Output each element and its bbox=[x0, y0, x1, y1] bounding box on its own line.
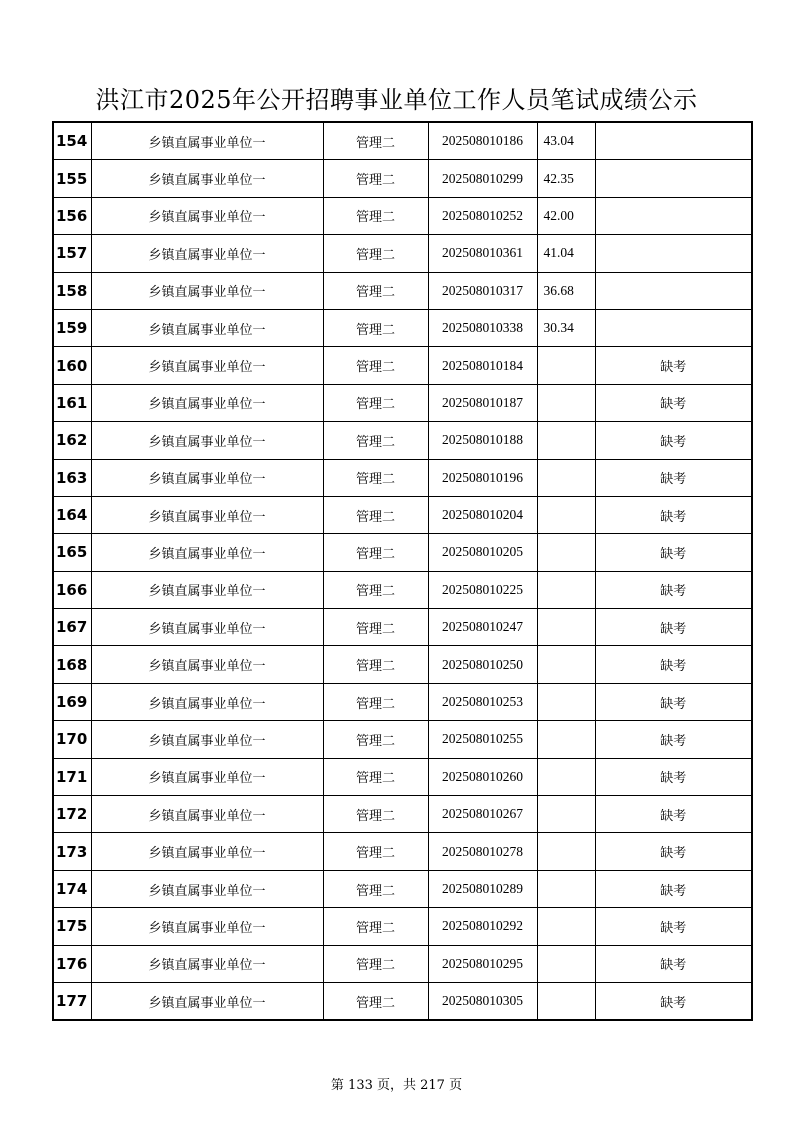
row-number-cell: 174 bbox=[53, 870, 91, 907]
exam-id-cell: 202508010188 bbox=[428, 422, 537, 459]
table-row bbox=[53, 422, 752, 459]
score-cell bbox=[537, 571, 595, 608]
position-cell: 管理二 bbox=[323, 721, 428, 758]
note-cell bbox=[595, 160, 752, 197]
position-cell: 管理二 bbox=[323, 833, 428, 870]
unit-cell: 乡镇直属事业单位一 bbox=[91, 646, 323, 683]
unit-cell: 乡镇直属事业单位一 bbox=[91, 496, 323, 533]
note-cell: 缺考 bbox=[595, 945, 752, 982]
score-cell bbox=[537, 534, 595, 571]
note-cell bbox=[595, 272, 752, 309]
table-row bbox=[53, 646, 752, 683]
row-number-cell: 172 bbox=[53, 796, 91, 833]
table-row bbox=[53, 571, 752, 608]
note-cell: 缺考 bbox=[595, 534, 752, 571]
exam-id-cell: 202508010361 bbox=[428, 235, 537, 272]
position-cell: 管理二 bbox=[323, 982, 428, 1020]
unit-cell: 乡镇直属事业单位一 bbox=[91, 197, 323, 234]
table-row bbox=[53, 496, 752, 533]
unit-cell: 乡镇直属事业单位一 bbox=[91, 571, 323, 608]
row-number-cell: 164 bbox=[53, 496, 91, 533]
unit-cell: 乡镇直属事业单位一 bbox=[91, 422, 323, 459]
note-cell bbox=[595, 309, 752, 346]
score-cell: 43.04 bbox=[537, 122, 595, 160]
position-cell: 管理二 bbox=[323, 459, 428, 496]
unit-cell: 乡镇直属事业单位一 bbox=[91, 758, 323, 795]
score-cell bbox=[537, 796, 595, 833]
row-number-cell: 163 bbox=[53, 459, 91, 496]
position-cell: 管理二 bbox=[323, 496, 428, 533]
exam-id-cell: 202508010186 bbox=[428, 122, 537, 160]
row-number-cell: 161 bbox=[53, 384, 91, 421]
score-cell bbox=[537, 945, 595, 982]
note-cell bbox=[595, 122, 752, 160]
position-cell: 管理二 bbox=[323, 272, 428, 309]
unit-cell: 乡镇直属事业单位一 bbox=[91, 870, 323, 907]
table-row bbox=[53, 982, 752, 1020]
note-cell: 缺考 bbox=[595, 496, 752, 533]
results-table bbox=[52, 121, 753, 1021]
row-number-cell: 155 bbox=[53, 160, 91, 197]
exam-id-cell: 202508010250 bbox=[428, 646, 537, 683]
row-number-cell: 177 bbox=[53, 982, 91, 1020]
score-cell bbox=[537, 833, 595, 870]
exam-id-cell: 202508010255 bbox=[428, 721, 537, 758]
row-number-cell: 171 bbox=[53, 758, 91, 795]
score-cell bbox=[537, 982, 595, 1020]
score-cell: 30.34 bbox=[537, 309, 595, 346]
row-number-cell: 167 bbox=[53, 609, 91, 646]
unit-cell: 乡镇直属事业单位一 bbox=[91, 384, 323, 421]
table-row bbox=[53, 796, 752, 833]
exam-id-cell: 202508010187 bbox=[428, 384, 537, 421]
row-number-cell: 173 bbox=[53, 833, 91, 870]
note-cell: 缺考 bbox=[595, 422, 752, 459]
position-cell: 管理二 bbox=[323, 122, 428, 160]
unit-cell: 乡镇直属事业单位一 bbox=[91, 796, 323, 833]
position-cell: 管理二 bbox=[323, 758, 428, 795]
position-cell: 管理二 bbox=[323, 646, 428, 683]
table-row bbox=[53, 758, 752, 795]
unit-cell: 乡镇直属事业单位一 bbox=[91, 122, 323, 160]
row-number-cell: 168 bbox=[53, 646, 91, 683]
note-cell bbox=[595, 235, 752, 272]
row-number-cell: 154 bbox=[53, 122, 91, 160]
position-cell: 管理二 bbox=[323, 197, 428, 234]
exam-id-cell: 202508010278 bbox=[428, 833, 537, 870]
note-cell: 缺考 bbox=[595, 908, 752, 945]
position-cell: 管理二 bbox=[323, 309, 428, 346]
row-number-cell: 156 bbox=[53, 197, 91, 234]
table-row bbox=[53, 197, 752, 234]
score-cell: 42.00 bbox=[537, 197, 595, 234]
table-row bbox=[53, 384, 752, 421]
row-number-cell: 158 bbox=[53, 272, 91, 309]
unit-cell: 乡镇直属事业单位一 bbox=[91, 459, 323, 496]
row-number-cell: 175 bbox=[53, 908, 91, 945]
exam-id-cell: 202508010205 bbox=[428, 534, 537, 571]
table-row bbox=[53, 347, 752, 384]
row-number-cell: 169 bbox=[53, 683, 91, 720]
note-cell: 缺考 bbox=[595, 833, 752, 870]
table-row bbox=[53, 272, 752, 309]
note-cell: 缺考 bbox=[595, 721, 752, 758]
unit-cell: 乡镇直属事业单位一 bbox=[91, 683, 323, 720]
row-number-cell: 159 bbox=[53, 309, 91, 346]
page-title: 洪江市2025年公开招聘事业单位工作人员笔试成绩公示 bbox=[95, 86, 698, 114]
score-cell bbox=[537, 683, 595, 720]
table-row bbox=[53, 534, 752, 571]
position-cell: 管理二 bbox=[323, 609, 428, 646]
unit-cell: 乡镇直属事业单位一 bbox=[91, 982, 323, 1020]
score-cell bbox=[537, 347, 595, 384]
position-cell: 管理二 bbox=[323, 571, 428, 608]
results-table-body bbox=[53, 122, 752, 1020]
row-number-cell: 160 bbox=[53, 347, 91, 384]
exam-id-cell: 202508010299 bbox=[428, 160, 537, 197]
note-cell: 缺考 bbox=[595, 683, 752, 720]
position-cell: 管理二 bbox=[323, 870, 428, 907]
note-cell: 缺考 bbox=[595, 758, 752, 795]
note-cell: 缺考 bbox=[595, 459, 752, 496]
table-row bbox=[53, 833, 752, 870]
row-number-cell: 166 bbox=[53, 571, 91, 608]
unit-cell: 乡镇直属事业单位一 bbox=[91, 833, 323, 870]
table-row bbox=[53, 870, 752, 907]
exam-id-cell: 202508010295 bbox=[428, 945, 537, 982]
table-row bbox=[53, 122, 752, 160]
table-row bbox=[53, 609, 752, 646]
exam-id-cell: 202508010184 bbox=[428, 347, 537, 384]
position-cell: 管理二 bbox=[323, 945, 428, 982]
row-number-cell: 162 bbox=[53, 422, 91, 459]
unit-cell: 乡镇直属事业单位一 bbox=[91, 160, 323, 197]
score-cell: 42.35 bbox=[537, 160, 595, 197]
position-cell: 管理二 bbox=[323, 908, 428, 945]
table-row bbox=[53, 160, 752, 197]
position-cell: 管理二 bbox=[323, 235, 428, 272]
row-number-cell: 170 bbox=[53, 721, 91, 758]
unit-cell: 乡镇直属事业单位一 bbox=[91, 309, 323, 346]
score-cell bbox=[537, 870, 595, 907]
unit-cell: 乡镇直属事业单位一 bbox=[91, 945, 323, 982]
table-row bbox=[53, 683, 752, 720]
position-cell: 管理二 bbox=[323, 422, 428, 459]
score-cell bbox=[537, 721, 595, 758]
exam-id-cell: 202508010204 bbox=[428, 496, 537, 533]
table-row bbox=[53, 459, 752, 496]
exam-id-cell: 202508010253 bbox=[428, 683, 537, 720]
position-cell: 管理二 bbox=[323, 347, 428, 384]
note-cell: 缺考 bbox=[595, 347, 752, 384]
page-footer: 第 133 页，共 217 页 bbox=[330, 1078, 463, 1093]
exam-id-cell: 202508010338 bbox=[428, 309, 537, 346]
exam-id-cell: 202508010196 bbox=[428, 459, 537, 496]
position-cell: 管理二 bbox=[323, 796, 428, 833]
exam-id-cell: 202508010247 bbox=[428, 609, 537, 646]
table-row bbox=[53, 235, 752, 272]
exam-id-cell: 202508010260 bbox=[428, 758, 537, 795]
score-cell: 36.68 bbox=[537, 272, 595, 309]
exam-id-cell: 202508010225 bbox=[428, 571, 537, 608]
score-cell bbox=[537, 384, 595, 421]
position-cell: 管理二 bbox=[323, 534, 428, 571]
note-cell: 缺考 bbox=[595, 384, 752, 421]
score-cell bbox=[537, 908, 595, 945]
score-cell bbox=[537, 758, 595, 795]
note-cell: 缺考 bbox=[595, 609, 752, 646]
position-cell: 管理二 bbox=[323, 683, 428, 720]
unit-cell: 乡镇直属事业单位一 bbox=[91, 235, 323, 272]
table-row bbox=[53, 309, 752, 346]
unit-cell: 乡镇直属事业单位一 bbox=[91, 272, 323, 309]
unit-cell: 乡镇直属事业单位一 bbox=[91, 534, 323, 571]
score-cell: 41.04 bbox=[537, 235, 595, 272]
note-cell: 缺考 bbox=[595, 646, 752, 683]
position-cell: 管理二 bbox=[323, 160, 428, 197]
unit-cell: 乡镇直属事业单位一 bbox=[91, 347, 323, 384]
score-cell bbox=[537, 646, 595, 683]
note-cell bbox=[595, 197, 752, 234]
table-row bbox=[53, 721, 752, 758]
exam-id-cell: 202508010305 bbox=[428, 982, 537, 1020]
position-cell: 管理二 bbox=[323, 384, 428, 421]
note-cell: 缺考 bbox=[595, 870, 752, 907]
score-cell bbox=[537, 459, 595, 496]
exam-id-cell: 202508010292 bbox=[428, 908, 537, 945]
row-number-cell: 176 bbox=[53, 945, 91, 982]
row-number-cell: 165 bbox=[53, 534, 91, 571]
unit-cell: 乡镇直属事业单位一 bbox=[91, 609, 323, 646]
unit-cell: 乡镇直属事业单位一 bbox=[91, 908, 323, 945]
score-cell bbox=[537, 609, 595, 646]
note-cell: 缺考 bbox=[595, 982, 752, 1020]
score-cell bbox=[537, 496, 595, 533]
table-row bbox=[53, 908, 752, 945]
score-cell bbox=[537, 422, 595, 459]
note-cell: 缺考 bbox=[595, 796, 752, 833]
unit-cell: 乡镇直属事业单位一 bbox=[91, 721, 323, 758]
exam-id-cell: 202508010252 bbox=[428, 197, 537, 234]
row-number-cell: 157 bbox=[53, 235, 91, 272]
exam-id-cell: 202508010317 bbox=[428, 272, 537, 309]
table-row bbox=[53, 945, 752, 982]
note-cell: 缺考 bbox=[595, 571, 752, 608]
exam-id-cell: 202508010289 bbox=[428, 870, 537, 907]
exam-id-cell: 202508010267 bbox=[428, 796, 537, 833]
